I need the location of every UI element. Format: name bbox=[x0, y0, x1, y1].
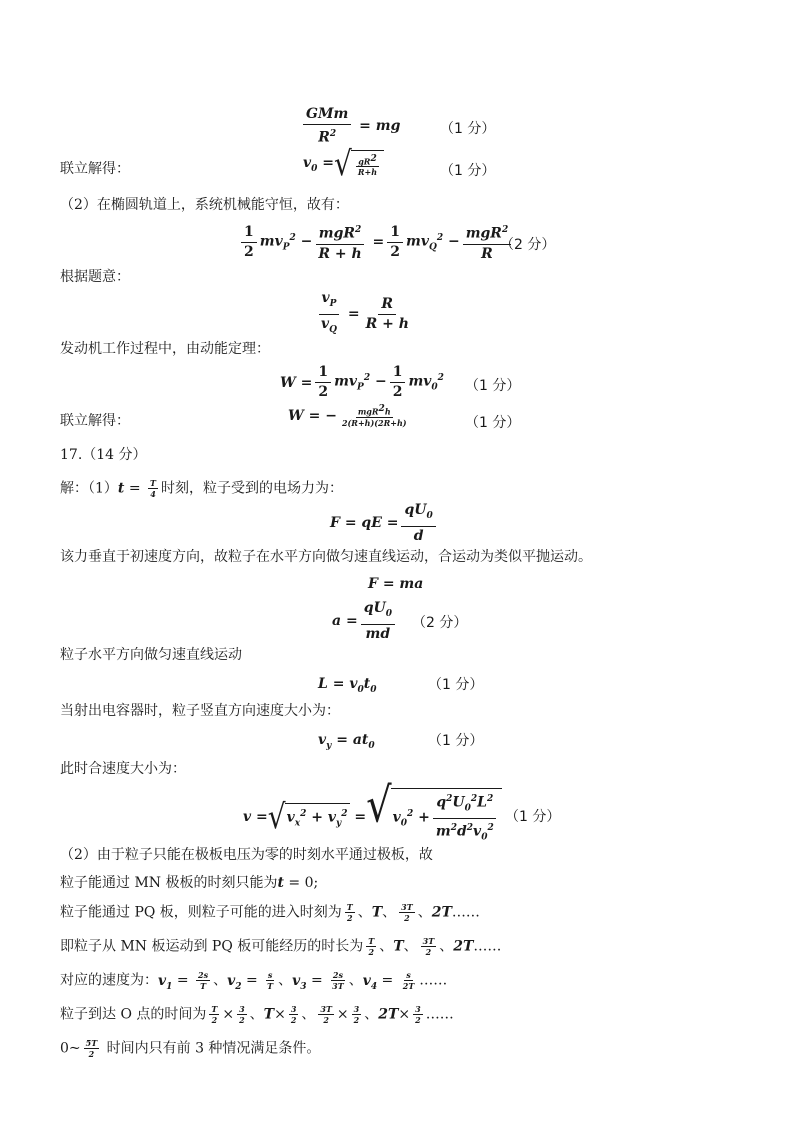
equation-newton: F = ma bbox=[368, 576, 424, 592]
equation-acceleration: a = $\frac{qU_0}{md}$ bbox=[332, 600, 398, 643]
text-line-part: 粒子到达 O 点的时间为 bbox=[60, 1006, 207, 1023]
text-line: 粒子水平方向做匀速直线运动 bbox=[60, 647, 242, 663]
text-line: 该力垂直于初速度方向，故粒子在水平方向做匀速直线运动，合运动为类似平抛运动。 bbox=[60, 549, 592, 565]
equation-v0: $v_0$ = √ $\frac{gR^2}{R+h}$ bbox=[303, 150, 384, 178]
text-line: 此时合速度大小为： bbox=[60, 761, 186, 777]
score-mark: （2 分） bbox=[412, 615, 468, 631]
score-mark: （1 分） bbox=[465, 378, 521, 394]
text-line-part: 0~ bbox=[60, 1040, 81, 1057]
equation-work: W = $\frac{1}{2}$ $mv_P^2$ − $\frac{1}{2}$ $mv_0^2$ bbox=[280, 364, 444, 400]
equation-gravity: $\frac{\text{GMm}}{R^2}$ = mg bbox=[300, 106, 400, 147]
text-line-part: 时间内只有前 3 种情况满足条件。 bbox=[102, 1040, 321, 1057]
score-mark: （1 分） bbox=[505, 809, 561, 825]
text-line-part: 解：（1） bbox=[60, 480, 118, 497]
score-mark: （1 分） bbox=[440, 121, 496, 137]
score-mark: （2 分） bbox=[500, 237, 556, 253]
text-line: （2）由于粒子只能在极板电压为零的时刻水平通过极板，故 bbox=[60, 847, 433, 863]
equation-length: $L = v_0t_0$ bbox=[318, 676, 377, 695]
text-line: 粒子到达 O 点的时间为 $\frac{T}{2}$ × $\frac{3}{2}$ 、T× $\frac{3}{2}$ 、 $\frac{3T}{2}$ × $\frac{3}{2}$ 、2T× $\frac{3}{2}$ …… bbox=[60, 1004, 454, 1025]
text-line: 当射出电容器时，粒子竖直方向速度大小为： bbox=[60, 703, 340, 719]
equation-speed: v = √ $v_x^2 + v_y^2$ = √ $v_0^2$ + $\frac{q^2U_0^2L^2}{m^2d^2v_0^2}$ bbox=[243, 788, 502, 847]
score-mark: （1 分） bbox=[465, 415, 521, 431]
text-line: 粒子能通过 PQ 板，则粒子可能的进入时刻为 $\frac{T}{2}$ 、T、 $\frac{3T}{2}$ 、2T…… bbox=[60, 902, 480, 923]
score-mark: （1 分） bbox=[428, 677, 484, 693]
equation-energy: $\frac{1}{2}$ $mv_P^2$ − $\frac{mgR^2}{R + h}$ = $\frac{1}{2}$ $mv_Q^2$ − $\frac{mgR^2}{R}$ bbox=[238, 222, 514, 263]
text-line: 根据题意： bbox=[60, 269, 130, 285]
text-line: 发动机工作过程中，由动能定理： bbox=[60, 341, 270, 357]
section-heading: 17.（14 分） bbox=[60, 447, 147, 463]
equation-work-result: W = − $\frac{mgR^2h}{2(R+h)(2R+h)}$ bbox=[288, 404, 407, 428]
text-line-part: 即粒子从 MN 板运动到 PQ 板可能经历的时长为 bbox=[60, 938, 364, 955]
text-line-part: 对应的速度为： bbox=[60, 972, 158, 989]
text-line-part: 粒子能通过 PQ 板，则粒子可能的进入时刻为 bbox=[60, 904, 342, 921]
score-mark: （1 分） bbox=[428, 733, 484, 749]
equation-ratio: $\frac{v_P}{v_Q}$ = $\frac{R}{R + h}$ bbox=[315, 290, 415, 339]
equation-force: F = qE = $\frac{qU_0}{d}$ bbox=[330, 502, 439, 545]
text-line: 联立解得： bbox=[60, 161, 130, 177]
text-line: 对应的速度为：$v_1$ = $\frac{2s}{T}$ 、$v_2$ = $\frac{s}{T}$ 、$v_3$ = $\frac{2s}{3T}$ 、$v_4$ = $\frac{s}{2T}$ …… bbox=[60, 970, 448, 992]
text-line-part: 粒子能通过 MN 极板的时刻只能为 bbox=[60, 875, 278, 891]
equation-vy: $v_y = at_0$ bbox=[318, 732, 375, 751]
text-line: 联立解得： bbox=[60, 413, 130, 429]
text-line: （2）在椭圆轨道上，系统机械能守恒，故有： bbox=[60, 197, 349, 213]
text-line: 粒子能通过 MN 极板的时刻只能为t = 0; bbox=[60, 875, 319, 891]
score-mark: （1 分） bbox=[440, 163, 496, 179]
text-line: 解：（1）t = $\frac{T}{4}$ 时刻，粒子受到的电场力为： bbox=[60, 478, 343, 499]
text-line-part: 时刻，粒子受到的电场力为： bbox=[160, 480, 343, 497]
text-line: 即粒子从 MN 板运动到 PQ 板可能经历的时长为 $\frac{T}{2}$ 、T、 $\frac{3T}{2}$ 、2T…… bbox=[60, 936, 502, 957]
text-line: 0~ $\frac{5T}{2}$ 时间内只有前 3 种情况满足条件。 bbox=[60, 1038, 321, 1059]
